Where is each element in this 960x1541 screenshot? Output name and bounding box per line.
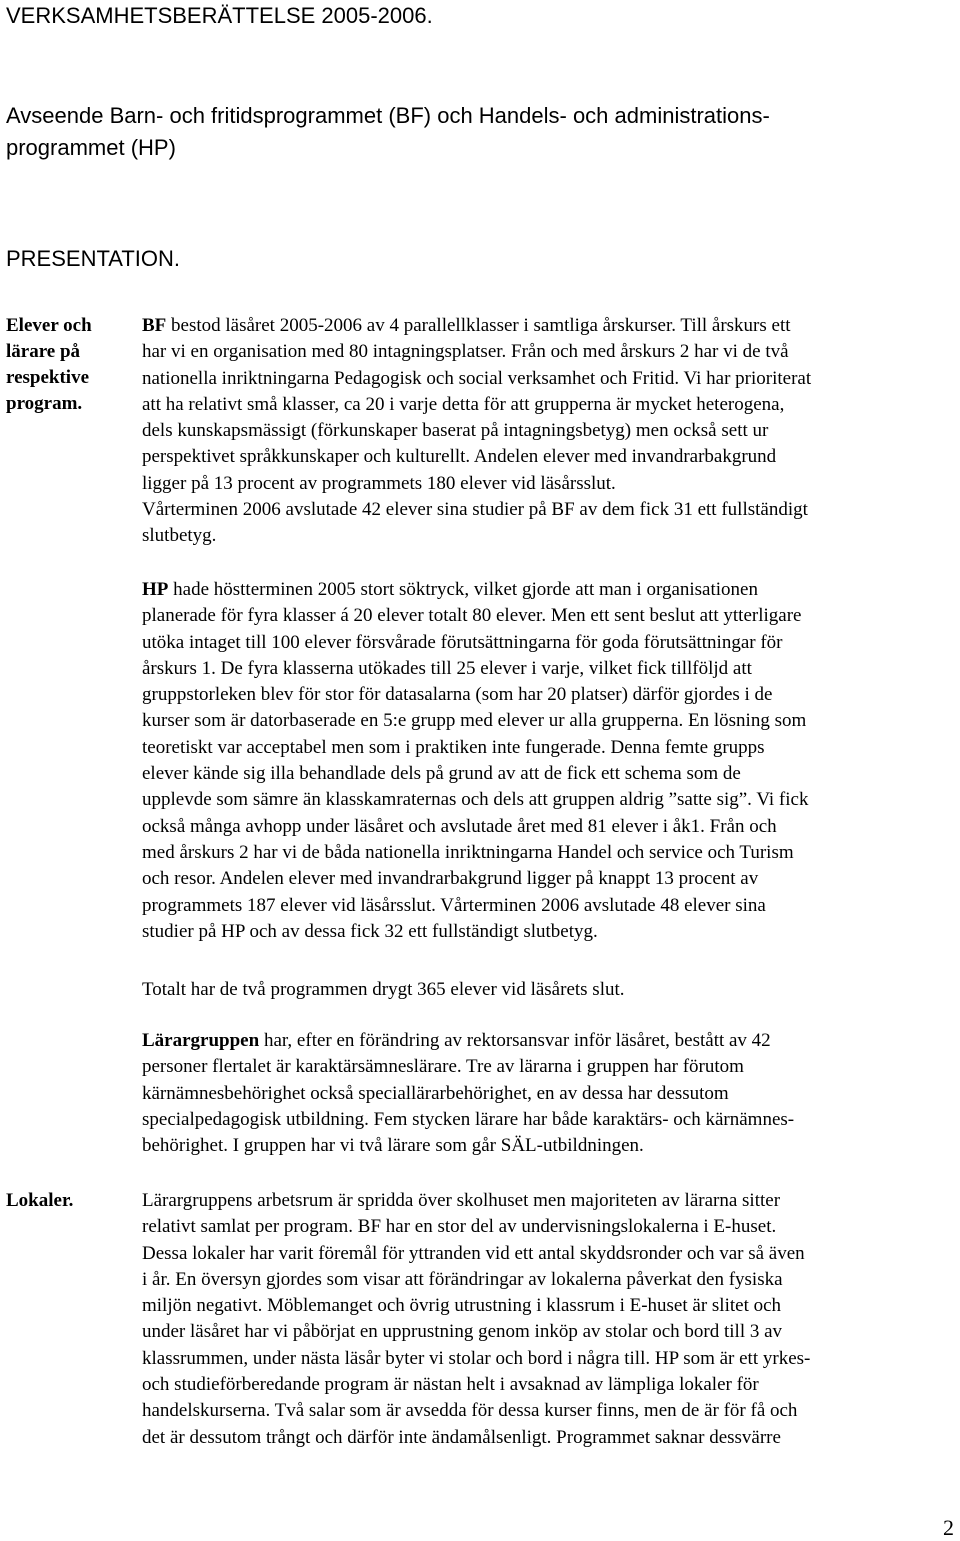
text-line: studier på HP och av dessa fick 32 ett fullständigt slutbetyg. bbox=[142, 920, 598, 942]
paragraph-larargruppen bbox=[142, 1028, 957, 1159]
side-label-line: respektive bbox=[6, 367, 90, 388]
bold-lead-word: BF bbox=[142, 315, 167, 336]
text-line: dels kunskapsmässigt (förkunskaper baserat på intagningsbetyg) men också sett ur bbox=[142, 420, 769, 442]
subtitle-line: Avseende Barn- och fritidsprogrammet (BF) och Handels- och administrations- bbox=[6, 103, 770, 128]
text-line: BF bestod läsåret 2005-2006 av 4 parallellklasser i samtliga årskurser. Till årskurs ett bbox=[142, 315, 791, 336]
text-line: perspektivet språkkunskaper och kulturellt. Andelen elever med invandrarbakgrund bbox=[142, 446, 777, 468]
side-label-lokaler bbox=[6, 1188, 126, 1214]
paragraph-elever bbox=[142, 313, 957, 550]
paragraph-total bbox=[142, 977, 957, 1003]
text-line: teoretiskt var acceptabel men som i praktiken inte fungerade. Denna femte grupps bbox=[142, 736, 765, 758]
text-line: under läsåret har vi påbörjat en upprustning genom inköp av stolar och bord till 3 av bbox=[142, 1321, 783, 1343]
subtitle-line: programmet (HP) bbox=[6, 135, 176, 160]
text-line: HP hade höstterminen 2005 stort söktryck, vilket gjorde att man i organisationen bbox=[142, 579, 758, 600]
text-line: årskurs 1. De fyra klasserna utökades till 25 elever i varje, vilket fick tillföljd att bbox=[142, 657, 752, 679]
text-line: planerade för fyra klasser á 20 elever totalt 80 elever. Men ett sent beslut att ytterligare bbox=[142, 605, 802, 627]
text-line: har vi en organisation med 80 intagningsplatser. Från och med årskurs 2 har vi de två bbox=[142, 341, 789, 363]
text-line: i år. En översyn gjordes som visar att förändringar av lokalerna påverkat den fysiska bbox=[142, 1268, 783, 1290]
bold-lead-word: Lärargruppen bbox=[142, 1030, 260, 1051]
text-line: utöka intaget till 100 elever försvårade förutsättningarna för goda förutsättningar för bbox=[142, 631, 783, 653]
text-line: Dessa lokaler har varit föremål för yttranden vid ett antal skyddsronder och var så även bbox=[142, 1242, 805, 1264]
text-line: och studieförberedande program är nästan helt i avsaknad av lämpliga lokaler för bbox=[142, 1374, 759, 1396]
text-line: kärnämnesbehörighet också speciallärarbehörighet, en av dessa har dessutom bbox=[142, 1082, 729, 1104]
text-line: Totalt har de två programmen drygt 365 elever vid läsårets slut. bbox=[142, 979, 625, 1000]
text-line: slutbetyg. bbox=[142, 525, 217, 547]
text-line: behörighet. I gruppen har vi två lärare som går SÄL-utbildningen. bbox=[142, 1135, 644, 1157]
bold-lead-word: HP bbox=[142, 579, 169, 600]
side-label-line: Lokaler. bbox=[6, 1190, 74, 1211]
text-line: att ha relativt små klasser, ca 20 i varje detta för att grupperna är mycket heterogena, bbox=[142, 393, 785, 415]
text-line: kurser som är datorbaserade en 5:e grupp med elever ur alla grupperna. En lösning som bbox=[142, 710, 807, 732]
text-line: det är dessutom trångt och därför inte ändamålsenligt. Programmet saknar dessvärre bbox=[142, 1426, 781, 1448]
paragraph-lokaler bbox=[142, 1188, 957, 1451]
document-title: VERKSAMHETSBERÄTTELSE 2005-2006. bbox=[6, 3, 433, 28]
text-line: också många avhopp under läsåret och avslutade året med 81 elever i åk1. Från och bbox=[142, 815, 777, 837]
text-line: Lärargruppen har, efter en förändring av rektorsansvar inför läsåret, bestått av 42 bbox=[142, 1030, 771, 1051]
text-line: personer flertalet är karaktärsämneslärare. Tre av lärarna i gruppen har förutom bbox=[142, 1056, 744, 1078]
text-line: gruppstorleken blev för stor för datasalarna (som har 20 platser) därför gjordes i de bbox=[142, 684, 773, 706]
text-line: med årskurs 2 har vi de båda nationella inriktningarna Handel och service och Turism bbox=[142, 841, 794, 863]
text-line: Lärargruppens arbetsrum är spridda över skolhuset men majoriteten av lärarna sitter bbox=[142, 1190, 781, 1211]
text-line: relativt samlat per program. BF har en stor del av undervisningslokalerna i E-huset. bbox=[142, 1216, 777, 1238]
text-line: och resor. Andelen elever med invandrarbakgrund ligger på knappt 13 procent av bbox=[142, 868, 759, 890]
text-line: nationella inriktningarna Pedagogisk och social verksamhet och Fritid. Vi har prioriterat bbox=[142, 367, 812, 389]
side-label-line: program. bbox=[6, 393, 83, 414]
page-number: 2 bbox=[943, 1515, 954, 1540]
side-label-line: lärare på bbox=[6, 341, 81, 362]
text-line: elever kände sig illa behandlade dels på grund av att de fick ett schema som de bbox=[142, 763, 741, 785]
text-line: ligger på 13 procent av programmets 180 elever vid läsårsslut. bbox=[142, 472, 616, 494]
side-label-line: Elever och bbox=[6, 315, 92, 336]
section-heading: PRESENTATION. bbox=[6, 246, 180, 271]
text-line: klassrummen, under nästa läsår byter vi stolar och bord i några till. HP som är ett yrkes- bbox=[142, 1347, 811, 1369]
text-line: Vårterminen 2006 avslutade 42 elever sina studier på BF av dem fick 31 ett fullständigt bbox=[142, 499, 808, 521]
text-line: miljön negativt. Möblemanget och övrig utrustning i klassrum i E-huset är slitet och bbox=[142, 1295, 782, 1317]
side-label-elever bbox=[6, 313, 126, 417]
text-line: upplevde som sämre än klasskamraternas och dels att gruppen aldrig ”satte sig”. Vi fick bbox=[142, 789, 809, 811]
text-line: handelskurserna. Två salar som är avsedda för dessa kurser finns, men de är för få och bbox=[142, 1400, 798, 1422]
text-line: specialpedagogisk utbildning. Fem stycken lärare har både karaktärs- och kärnämnes- bbox=[142, 1108, 795, 1130]
paragraph-hp bbox=[142, 577, 957, 945]
document-subtitle bbox=[6, 100, 906, 164]
text-line: programmets 187 elever vid läsårsslut. Vårterminen 2006 avslutade 48 elever sina bbox=[142, 894, 766, 916]
